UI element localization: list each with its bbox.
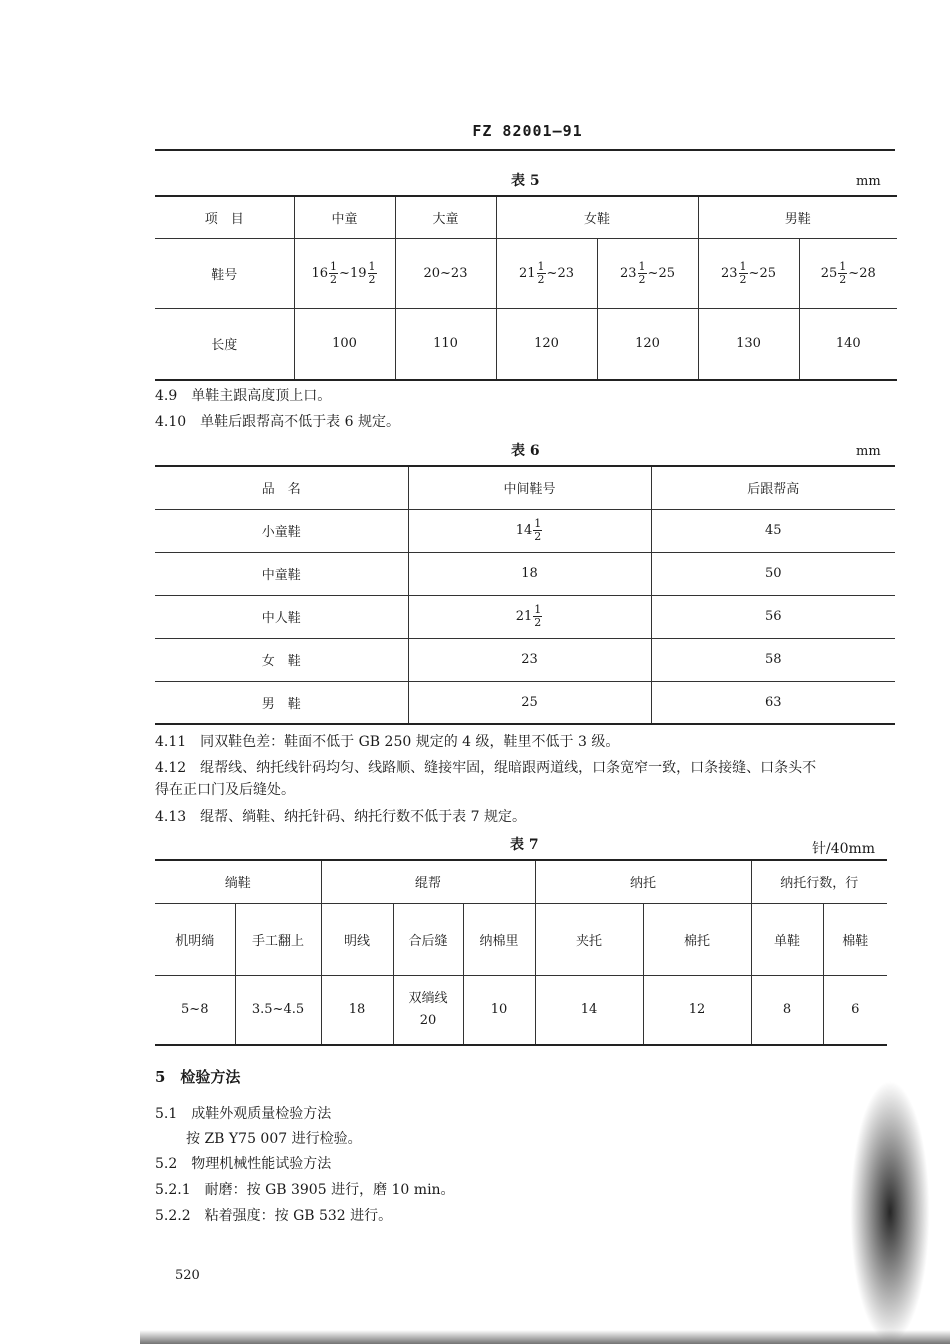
clause-4-12-cont: 得在正口门及后缝处。: [155, 782, 295, 798]
table5-length-cell: 120: [597, 308, 698, 380]
table6-name-cell: 中童鞋: [155, 552, 408, 595]
table7-subheader: 合后缝: [393, 903, 463, 975]
table5-unit: mm: [856, 174, 881, 189]
section-5-title: 5 检验方法: [155, 1068, 241, 1086]
table6-name-cell: 女 鞋: [155, 638, 408, 681]
table7-caption: 表 7: [510, 837, 539, 853]
table5: [155, 195, 897, 381]
table7-value-cell: 双绱线 20: [393, 975, 463, 1045]
table5-header-group: 中童: [294, 196, 395, 238]
table7-value-cell: 5~8: [155, 975, 235, 1045]
table6-height-cell: 56: [651, 595, 895, 638]
table5-header-group: 男鞋: [698, 196, 897, 238]
clause-5-2-2: 5.2.2 粘着强度：按 GB 532 进行。: [155, 1208, 393, 1224]
table7-value-cell: 18: [321, 975, 393, 1045]
table7-subheader: 棉鞋: [823, 903, 887, 975]
clause-5-1: 5.1 成鞋外观质量检验方法: [155, 1106, 332, 1122]
table7: [155, 859, 887, 1046]
table6-header: 中间鞋号: [408, 466, 651, 509]
clause-4-11: 4.11 同双鞋色差：鞋面不低于 GB 250 规定的 4 级，鞋里不低于 3 级。: [155, 734, 620, 750]
table7-subheader: 夹托: [535, 903, 643, 975]
table6-name-cell: 男 鞋: [155, 681, 408, 724]
table5-size-cell: 21 $\frac{1}{2}$ ~23: [496, 238, 597, 308]
table7-subheader: 手工翻上: [235, 903, 321, 975]
table5-row-label: 长度: [155, 308, 294, 380]
table6-header: 品 名: [155, 466, 408, 509]
table5-size-cell: 25 $\frac{1}{2}$ ~28: [799, 238, 897, 308]
table7-subheader: 棉托: [643, 903, 751, 975]
table7-value-cell: 10: [463, 975, 535, 1045]
clause-4-9: 4.9 单鞋主跟高度顶上口。: [155, 388, 332, 404]
table6-height-cell: 63: [651, 681, 895, 724]
table5-length-cell: 120: [496, 308, 597, 380]
table7-subheader: 机明绱: [155, 903, 235, 975]
table5-length-cell: 110: [395, 308, 496, 380]
clause-4-13: 4.13 绲帮、绱鞋、纳托针码、纳托行数不低于表 7 规定。: [155, 809, 526, 825]
table6-height-cell: 50: [651, 552, 895, 595]
clause-5-2: 5.2 物理机械性能试验方法: [155, 1156, 332, 1172]
clause-5-2-1: 5.2.1 耐磨：按 GB 3905 进行，磨 10 min。: [155, 1182, 455, 1198]
clause-5-1-body: 按 ZB Y75 007 进行检验。: [186, 1131, 362, 1147]
table7-subheader: 纳棉里: [463, 903, 535, 975]
table5-header-group: 女鞋: [496, 196, 698, 238]
table6-size-cell: 21 $\frac{1}{2}$: [408, 595, 651, 638]
table6: [155, 465, 895, 725]
scan-shadow-bottom: [140, 1330, 950, 1344]
page-number: 520: [175, 1268, 200, 1283]
table5-row-label: 鞋号: [155, 238, 294, 308]
scan-shadow-right: [850, 1080, 930, 1344]
table5-size-cell: 20~23: [395, 238, 496, 308]
table5-size-cell: 23 $\frac{1}{2}$ ~25: [597, 238, 698, 308]
table6-name-cell: 中人鞋: [155, 595, 408, 638]
table5-length-cell: 130: [698, 308, 799, 380]
table6-height-cell: 58: [651, 638, 895, 681]
table7-value-cell: 3.5~4.5: [235, 975, 321, 1045]
table6-unit: mm: [856, 444, 881, 459]
table6-size-cell: 23: [408, 638, 651, 681]
table5-header-group: 大童: [395, 196, 496, 238]
table7-value-cell: 8: [751, 975, 823, 1045]
table6-header: 后跟帮高: [651, 466, 895, 509]
table7-group: 绲帮: [321, 860, 535, 903]
table7-value-cell: 12: [643, 975, 751, 1045]
clause-4-10: 4.10 单鞋后跟帮高不低于表 6 规定。: [155, 414, 400, 430]
table5-header-item: 项 目: [155, 196, 294, 238]
table6-height-cell: 45: [651, 509, 895, 552]
table6-size-cell: 25: [408, 681, 651, 724]
doc-header-code: FZ 82001—91: [472, 122, 583, 140]
table7-group: 纳托行数，行: [751, 860, 887, 903]
table5-caption: 表 5: [511, 173, 540, 189]
table7-group: 纳托: [535, 860, 751, 903]
table5-length-cell: 100: [294, 308, 395, 380]
table5-size-cell: 23 $\frac{1}{2}$ ~25: [698, 238, 799, 308]
table6-size-cell: 14 $\frac{1}{2}$: [408, 509, 651, 552]
table6-name-cell: 小童鞋: [155, 509, 408, 552]
table7-value-cell: 14: [535, 975, 643, 1045]
clause-4-12: 4.12 绲帮线、纳托线针码均匀、线路顺、缝接牢固，绲暗跟两道线，口条宽窄一致，口条接缝、口条头不: [155, 760, 817, 776]
table7-subheader: 单鞋: [751, 903, 823, 975]
table7-group: 绱鞋: [155, 860, 321, 903]
table6-caption: 表 6: [511, 443, 540, 459]
table7-value-cell: 6: [823, 975, 887, 1045]
table5-length-cell: 140: [799, 308, 897, 380]
header-rule: [155, 149, 895, 151]
table7-unit: 针/40mm: [812, 841, 876, 857]
table7-subheader: 明线: [321, 903, 393, 975]
table6-size-cell: 18: [408, 552, 651, 595]
table5-size-cell: 16 $\frac{1}{2}$ ~19 $\frac{1}{2}$: [294, 238, 395, 308]
